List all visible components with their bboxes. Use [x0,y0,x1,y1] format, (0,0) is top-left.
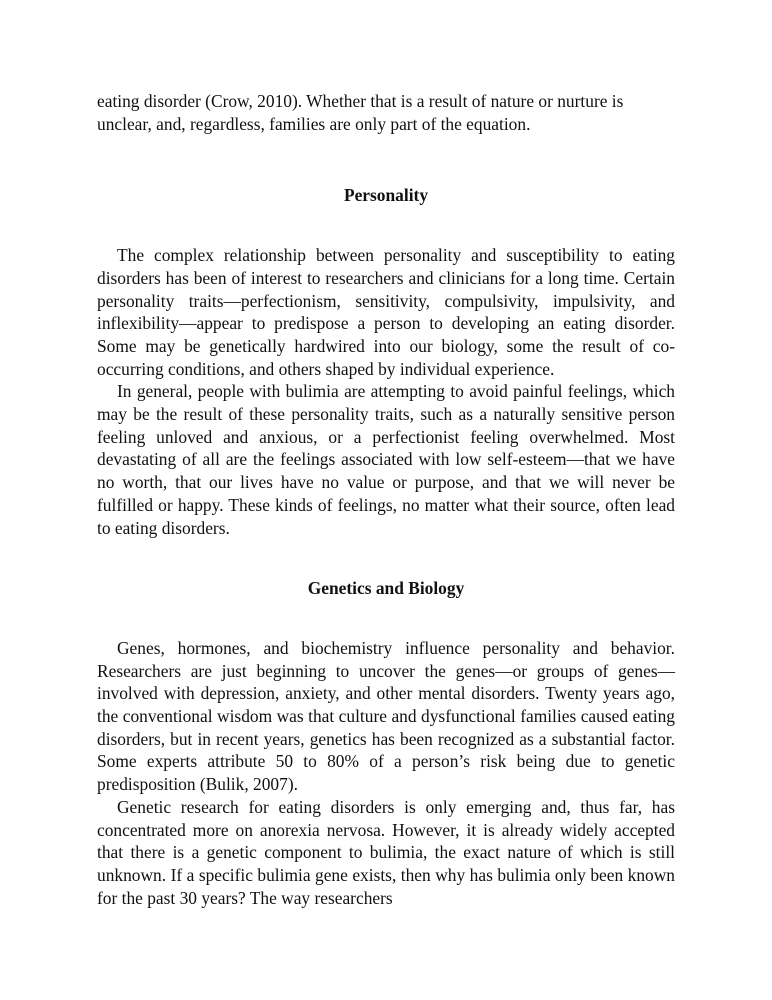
document-page [97,90,675,909]
section-heading-genetics: Genetics and Biology [307,578,465,599]
personality-paragraph-2: In general, people with bulimia are attempting to avoid painful feelings, which may be the result of these personality traits, such as a naturally sensitive person feeling unloved and anxious, or a perfectionist feeling overwhelmed. Most devastating of all are the feelings associated with low self-esteem—that we have no worth, that our lives have no value or purpose, and that we will never be fulfilled or happy. These kinds of feelings, no matter what their source, often lead to eating disorders. [97,381,675,538]
intro-paragraph: eating disorder (Crow, 2010). Whether that is a result of nature or nurture is unclear, and, regardless, families are only part of the equation. [97,91,624,134]
genetics-paragraph-1: Genes, hormones, and biochemistry influence personality and behavior. Researchers are just beginning to uncover the genes—or groups of genes—involved with depression, anxiety, and other mental disorders. Twenty years ago, the conventional wisdom was that culture and dysfunctional families caused eating disorders, but in recent years, genetics has been recognized as a substantial factor. Some experts attribute 50 to 80% of a person’s risk being due to genetic predisposition (Bulik, 2007). [97,637,675,795]
genetics-paragraph-2: Genetic research for eating disorders is only emerging and, thus far, has concentrated more on anorexia nervosa. However, it is already widely accepted that there is a genetic component to bulimia, the exact nature of which is still unknown. If a specific bulimia gene exists, then why has bulimia only been known for the past 30 years? The way researchers [97,796,675,908]
personality-paragraph-1: The complex relationship between personality and susceptibility to eating disorders has been of interest to researchers and clinicians for a long time. Certain personality traits—perfectionism, sensitivity, compulsivity, impulsivity, and inflexibility—appear to predispose a person to developing an eating disorder. Some may be genetically hardwired into our biology, some the result of co-occurring conditions, and others shaped by individual experience. [97,245,675,379]
section-heading-personality: Personality [343,185,429,206]
